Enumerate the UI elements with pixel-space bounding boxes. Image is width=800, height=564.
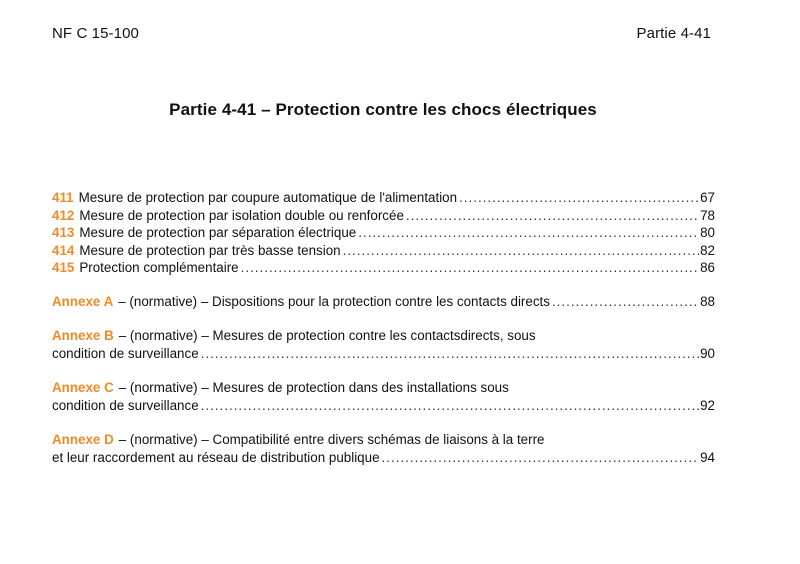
toc-text: Mesure de protection par très basse tension xyxy=(79,242,341,258)
toc-text-continued: et leur raccordement au réseau de distribution publique xyxy=(52,449,380,465)
page-title: Partie 4-41 – Protection contre les chocs électriques xyxy=(169,100,597,119)
toc-code: 411 xyxy=(52,190,74,205)
toc-page-number: 78 xyxy=(700,207,715,223)
toc-page-number: 67 xyxy=(700,190,715,205)
toc-leader-dots xyxy=(343,242,699,260)
toc-text-continued: condition de surveillance xyxy=(52,345,199,361)
toc-text: Mesure de protection par séparation électrique xyxy=(79,225,357,240)
toc-leader-dots xyxy=(382,449,700,467)
toc-page-number: 92 xyxy=(700,397,715,413)
toc-page-number: 80 xyxy=(700,225,715,240)
toc-leader-dots xyxy=(201,345,699,363)
toc-entry-annexe-b[interactable] xyxy=(52,327,715,362)
toc-entry-414[interactable] xyxy=(52,242,715,260)
toc-entry-annexe-a[interactable] xyxy=(52,293,715,311)
toc-leader-dots xyxy=(201,397,699,415)
toc-entry-415[interactable] xyxy=(52,259,715,277)
toc-entry-412[interactable] xyxy=(52,207,715,225)
toc-code: 415 xyxy=(52,260,75,275)
toc-leader-dots xyxy=(406,207,699,225)
toc-text: Mesure de protection par isolation double ou renforcée xyxy=(79,207,404,223)
toc-text: Protection complémentaire xyxy=(79,260,239,275)
toc-text-continued: condition de surveillance xyxy=(52,397,199,413)
toc-annex-code: Annexe B xyxy=(52,328,114,343)
toc-annex-code: Annexe C xyxy=(52,380,114,395)
toc-leader-dots xyxy=(552,293,699,311)
toc-page-number: 82 xyxy=(700,242,715,258)
header-part: Partie 4-41 xyxy=(636,25,711,42)
toc-text: – (normative) – Dispositions pour la protection contre les contacts directs xyxy=(118,293,550,309)
toc-leader-dots xyxy=(459,189,699,207)
toc-leader-dots xyxy=(241,259,699,277)
toc-text: – (normative) – Mesures de protection dans des installations sous xyxy=(118,380,509,395)
toc-entry-annexe-c[interactable] xyxy=(52,379,715,414)
toc-code: 413 xyxy=(52,225,75,240)
toc-code: 414 xyxy=(52,242,75,258)
toc-entry-annexe-d[interactable] xyxy=(52,431,715,466)
toc-page-number: 86 xyxy=(700,260,715,275)
toc-page-number: 90 xyxy=(700,345,715,361)
header-standard: NF C 15-100 xyxy=(52,25,139,42)
table-of-contents xyxy=(52,189,715,466)
toc-text: Mesure de protection par coupure automatique de l'alimentation xyxy=(78,190,458,205)
toc-entry-413[interactable] xyxy=(52,224,715,242)
toc-annex-code: Annexe A xyxy=(52,293,114,309)
toc-entry-411[interactable] xyxy=(52,189,715,207)
toc-code: 412 xyxy=(52,207,75,223)
toc-text: – (normative) – Mesures de protection contre les contactsdirects, sous xyxy=(118,328,536,343)
toc-annex-code: Annexe D xyxy=(52,432,114,447)
toc-page-number: 94 xyxy=(700,449,715,465)
toc-text: – (normative) – Compatibilité entre divers schémas de liaisons à la terre xyxy=(118,432,545,447)
toc-leader-dots xyxy=(358,224,699,242)
toc-page-number: 88 xyxy=(700,293,715,309)
